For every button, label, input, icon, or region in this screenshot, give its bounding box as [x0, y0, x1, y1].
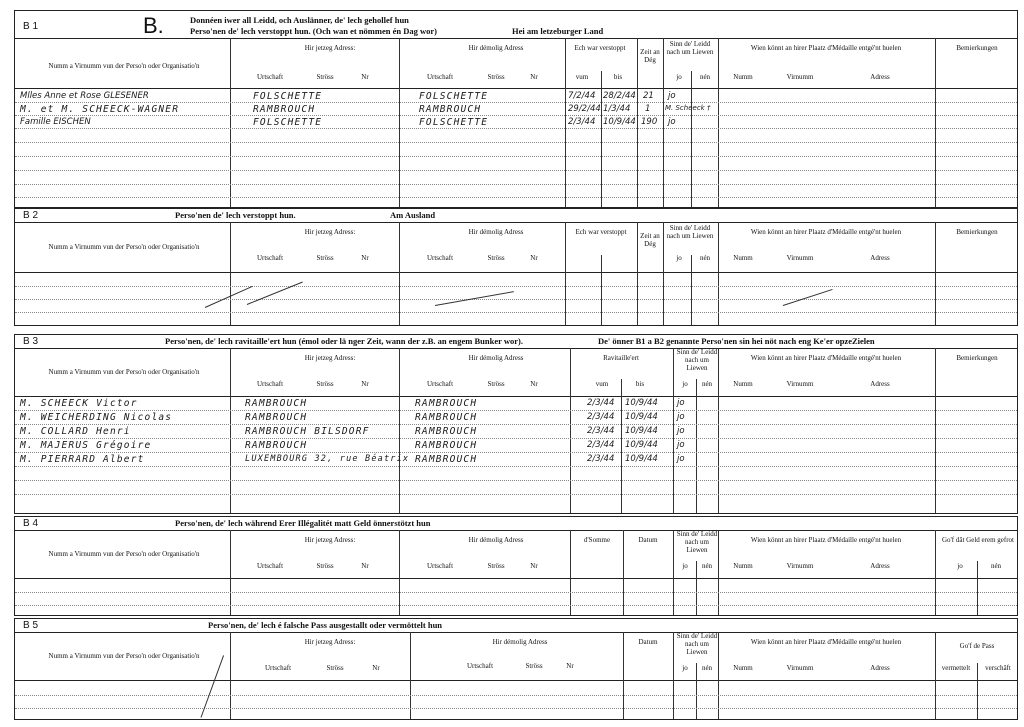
sub-name-label: Numm	[733, 73, 753, 81]
ravit-to: 10/9/44	[625, 454, 658, 464]
col-previous-label: Hir démolig Adress	[468, 536, 524, 544]
col-date-label: Datum	[638, 638, 658, 646]
sub-yes-label: jo	[957, 562, 963, 570]
sub-town-label: Urtschaft	[426, 380, 454, 388]
col-current-label: Hir jetzeg Adress:	[304, 638, 356, 646]
col-medal-label: Wien könnt an hirer Plaatz d'Médaille entgé'nt huelen	[750, 44, 902, 52]
sub-address-label: Adress	[870, 73, 890, 81]
section-b3-header	[15, 335, 1017, 349]
col-current-label: Hir jetzeg Adress:	[304, 44, 356, 52]
previous-town: FOLSCHETTE	[419, 117, 489, 128]
sub-first-label: Virnumm	[786, 380, 814, 388]
person-name: M. MAJERUS Grégoire	[20, 440, 152, 451]
sub-street-label: Ströss	[487, 562, 505, 570]
previous-town: RAMBROUCH	[415, 440, 478, 451]
col-medal-label: Wien könnt an hirer Plaatz d'Médaille entgé'nt huelen	[750, 638, 902, 646]
hidden-to: 10/9/44	[603, 117, 636, 127]
sub-street-label: Ströss	[316, 73, 334, 81]
col-pass-label: Go'f de Pass	[959, 642, 995, 650]
sub-street-label: Ströss	[487, 73, 505, 81]
current-town: RAMBROUCH	[245, 412, 308, 423]
sub-nr-label: Nr	[361, 73, 369, 81]
sub-yes-label: jo	[682, 664, 688, 672]
b4-column-header	[15, 530, 1017, 579]
alive-yes: jo	[677, 412, 685, 422]
b2-column-header	[15, 222, 1017, 273]
hidden-from: 29/2/44	[568, 104, 601, 114]
sub-yes-label: jo	[682, 380, 688, 388]
section-b1-header	[15, 11, 1017, 39]
person-name: M. PIERRARD Albert	[20, 454, 145, 465]
sub-town-label: Urtschaft	[426, 562, 454, 570]
sub-name-label: Numm	[733, 254, 753, 262]
col-remarks-label: Bemierkungen	[956, 228, 998, 236]
resistance-form-page	[14, 0, 1018, 727]
col-ravit-label: Ravitaille'ert	[603, 354, 639, 362]
ravit-from: 2/3/44	[587, 412, 615, 422]
previous-town: RAMBROUCH	[419, 104, 482, 115]
sub-nr-label: Nr	[372, 664, 380, 672]
col-name-label: Numm a Virnumm vun der Perso'n oder Organisatio'n	[48, 550, 200, 558]
col-sense-label: Sinn de' Leidd nach um Liewen	[676, 530, 718, 554]
person-name: M. SCHEECK Victor	[20, 398, 138, 409]
col-name-label: Numm a Virnumm vun der Perso'n oder Organisatio'n	[48, 368, 200, 376]
days-count: 1	[645, 104, 651, 114]
section-title-extra: Am Ausland	[390, 210, 436, 220]
sub-to-label: bis	[635, 380, 645, 388]
hidden-to: 28/2/44	[603, 91, 636, 101]
previous-town: FOLSCHETTE	[419, 91, 489, 102]
col-previous-label: Hir démolig Adress	[492, 638, 548, 646]
previous-town: RAMBROUCH	[415, 426, 478, 437]
sub-no-label: nén	[701, 380, 713, 388]
alive-yes: jo	[677, 398, 685, 408]
ravit-from: 2/3/44	[587, 440, 615, 450]
section-title: Perso'nen de' lech verstoppt hun.	[175, 210, 296, 220]
current-town: FOLSCHETTE	[253, 117, 323, 128]
sub-street-label: Ströss	[487, 254, 505, 262]
previous-town: RAMBROUCH	[415, 454, 478, 465]
section-b4-header	[15, 517, 1017, 531]
sub-nr-label: Nr	[530, 562, 538, 570]
sub-nr-label: Nr	[361, 380, 369, 388]
section-title: Perso'nen, de' lech während Erer Illégalitét matt Geld önnerstötzt hun	[175, 518, 431, 528]
current-town: RAMBROUCH	[253, 104, 316, 115]
section-b2	[14, 208, 1018, 326]
b1-column-header	[15, 38, 1017, 89]
col-remarks-label: Bemierkungen	[956, 44, 998, 52]
sub-name-label: Numm	[733, 380, 753, 388]
col-previous-label: Hir démolig Adress	[468, 44, 524, 52]
col-sense-label: Sinn de' Leidd nach um Liewen	[666, 40, 714, 56]
sub-town-label: Urtschaft	[426, 73, 454, 81]
sub-yes-label: jo	[682, 562, 688, 570]
sub-no-label: nén	[699, 254, 711, 262]
sub-town-label: Urtschaft	[256, 562, 284, 570]
alive-yes: jo	[677, 426, 685, 436]
col-sum-label: d'Somme	[583, 536, 611, 544]
col-medal-label: Wien könnt an hirer Plaatz d'Médaille entgé'nt huelen	[750, 354, 902, 362]
sub-no-label: nén	[701, 664, 713, 672]
alive-yes: jo	[668, 91, 676, 101]
days-count: 21	[643, 91, 654, 101]
sub-first-label: Virnumm	[786, 254, 814, 262]
sub-first-label: Virnumm	[786, 562, 814, 570]
col-previous-label: Hir démolig Adress	[468, 228, 524, 236]
sub-name-label: Numm	[733, 562, 753, 570]
sub-town-label: Urtschaft	[264, 664, 292, 672]
sub-nr-label: Nr	[361, 254, 369, 262]
col-hidden-label: Ech war verstoppt	[575, 228, 627, 236]
sub-street-label: Ströss	[326, 664, 344, 672]
alive-yes: jo	[677, 440, 685, 450]
current-town: LUXEMBOURG 32, rue Béatrix	[245, 454, 410, 464]
col-sense-label: Sinn de' Leidd nach um Liewen	[676, 348, 718, 372]
sub-town-label: Urtschaft	[466, 662, 494, 670]
section-b1	[14, 10, 1018, 208]
ravit-from: 2/3/44	[587, 426, 615, 436]
col-previous-label: Hir démolig Adress	[468, 354, 524, 362]
section-b3	[14, 334, 1018, 514]
section-title-extra: Hei am letzeburger Land	[512, 26, 604, 36]
section-title: Perso'nen, de' lech ravitaille'ert hun (émol oder lä nger Zeit, wann der z.B. an engem Bunker wor).	[165, 336, 523, 346]
previous-town: RAMBROUCH	[415, 398, 478, 409]
current-town: RAMBROUCH	[245, 440, 308, 451]
sub-nr-label: Nr	[566, 662, 574, 670]
col-current-label: Hir jetzeg Adress:	[304, 354, 356, 362]
days-count: 190	[641, 117, 658, 127]
form-letter: B.	[143, 13, 164, 38]
sub-street-label: Ströss	[316, 254, 334, 262]
strike-mark	[783, 289, 833, 306]
sub-name-label: Numm	[733, 664, 753, 672]
hidden-from: 2/3/44	[568, 117, 596, 127]
sub-town-label: Urtschaft	[256, 73, 284, 81]
ravit-to: 10/9/44	[625, 440, 658, 450]
col-current-label: Hir jetzeg Adress:	[304, 228, 356, 236]
col-sense-label: Sinn de' Leidd nach um Liewen	[676, 632, 718, 656]
alive-yes: jo	[677, 454, 685, 464]
col-current-label: Hir jetzeg Adress:	[304, 536, 356, 544]
col-remarks-label: Bemierkungen	[956, 354, 998, 362]
section-b5	[14, 618, 1018, 720]
alive-yes: M. Scheeck †	[665, 104, 711, 112]
section-code: B 5	[23, 620, 39, 631]
sub-address-label: Adress	[870, 380, 890, 388]
sub-yes-label: jo	[676, 254, 682, 262]
col-time-label: Zeit an Dég	[640, 48, 660, 64]
sub-first-label: Virnumm	[786, 73, 814, 81]
col-sense-label: Sinn de' Leidd nach um Liewen	[666, 224, 714, 240]
sub-town-label: Urtschaft	[426, 254, 454, 262]
sub-address-label: Adress	[870, 664, 890, 672]
sub-nr-label: Nr	[361, 562, 369, 570]
sub-no-label: nén	[990, 562, 1002, 570]
col-money-label: Go'f dât Geld erem gefrot	[941, 536, 1014, 544]
sub-nr-label: Nr	[530, 380, 538, 388]
col-name-label: Numm a Virnumm vun der Perso'n oder Organisatio'n	[48, 62, 200, 70]
section-code: B 3	[23, 336, 39, 347]
ravit-from: 2/3/44	[587, 398, 615, 408]
section-b2-header	[15, 209, 1017, 223]
section-code: B 4	[23, 518, 39, 529]
ravit-to: 10/9/44	[625, 426, 658, 436]
current-town: RAMBROUCH	[245, 398, 308, 409]
b5-column-header	[15, 632, 1017, 681]
section-code: B 2	[23, 210, 39, 221]
person-name: M. WEICHERDING Nicolas	[20, 412, 173, 423]
hidden-to: 1/3/44	[603, 104, 631, 114]
sub-street-label: Ströss	[525, 662, 543, 670]
strike-mark	[205, 286, 253, 308]
sub-no-label: nén	[699, 73, 711, 81]
sub-from-label: vum	[595, 380, 609, 388]
previous-town: RAMBROUCH	[415, 412, 478, 423]
sub-first-label: Virnumm	[786, 664, 814, 672]
b3-column-header	[15, 348, 1017, 397]
person-name: Mlles Anne et Rose GLESENER	[20, 91, 149, 101]
ravit-to: 10/9/44	[625, 398, 658, 408]
col-medal-label: Wien könnt an hirer Plaatz d'Médaille entgé'nt huelen	[750, 228, 902, 236]
sub-issued-label: vermettelt	[941, 664, 971, 672]
sub-given-label: verschâft	[985, 664, 1011, 672]
section-b4	[14, 516, 1018, 616]
col-time-label: Zeit an Dég	[640, 232, 660, 248]
sub-yes-label: jo	[676, 73, 682, 81]
ravit-to: 10/9/44	[625, 412, 658, 422]
sub-nr-label: Nr	[530, 73, 538, 81]
col-name-label: Numm a Virnumm vun der Perso'n oder Organisatio'n	[48, 243, 200, 251]
col-medal-label: Wien könnt an hirer Plaatz d'Médaille entgé'nt huelen	[750, 536, 902, 544]
sub-address-label: Adress	[870, 254, 890, 262]
sub-town-label: Urtschaft	[256, 254, 284, 262]
section-title-line2: Perso'nen de' lech verstoppt hun. (Och wan et nömmen én Dag wor)	[190, 26, 437, 36]
section-title-extra: De' önner B1 a B2 genannte Perso'nen sin hei nöt nach eng Ke'er opzeZielen	[598, 336, 875, 346]
section-title-line1: Donnéen iwer all Leidd, och Auslänner, de' lech gehollef hun	[190, 15, 409, 25]
col-date-label: Datum	[638, 536, 658, 544]
sub-town-label: Urtschaft	[256, 380, 284, 388]
person-name: M. COLLARD Henri	[20, 426, 131, 437]
section-b5-header	[15, 619, 1017, 633]
current-town: RAMBROUCH BILSDORF	[245, 426, 370, 437]
sub-street-label: Ströss	[487, 380, 505, 388]
sub-address-label: Adress	[870, 562, 890, 570]
current-town: FOLSCHETTE	[253, 91, 323, 102]
sub-from-label: vum	[575, 73, 589, 81]
sub-to-label: bis	[613, 73, 623, 81]
person-name: M. et M. SCHEECK-WAGNER	[20, 104, 180, 115]
alive-yes: jo	[668, 117, 676, 127]
section-code: B 1	[23, 21, 39, 32]
person-name: Famille EISCHEN	[20, 117, 91, 127]
sub-street-label: Ströss	[316, 380, 334, 388]
hidden-from: 7/2/44	[568, 91, 596, 101]
sub-no-label: nén	[701, 562, 713, 570]
col-hidden-label: Ech war verstoppt	[574, 44, 626, 52]
ravit-from: 2/3/44	[587, 454, 615, 464]
sub-nr-label: Nr	[530, 254, 538, 262]
col-name-label: Numm a Virnumm vun der Perso'n oder Organisatio'n	[48, 652, 200, 660]
sub-street-label: Ströss	[316, 562, 334, 570]
section-title: Perso'nen, de' lech é falsche Pass ausgestallt oder vermöttelt hun	[208, 620, 443, 630]
